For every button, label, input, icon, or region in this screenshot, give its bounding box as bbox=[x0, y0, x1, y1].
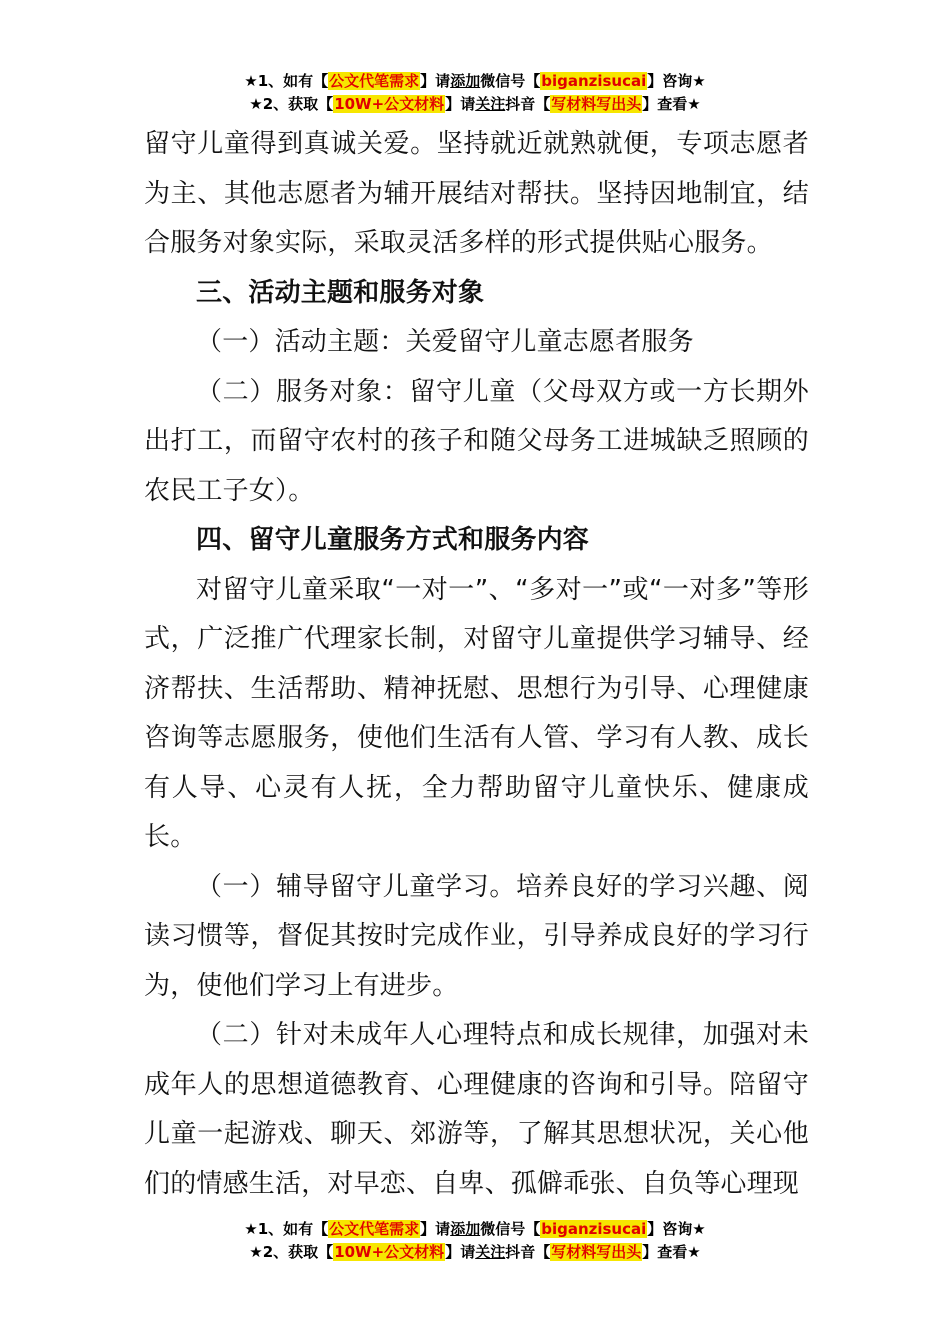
highlight-wechat-id: biganzisucai bbox=[541, 72, 647, 90]
banner-text: 】请 bbox=[420, 1220, 451, 1238]
highlight-service: 公文代笔需求 bbox=[329, 1220, 420, 1238]
highlight-douyin: 写材料写出头 bbox=[551, 1243, 642, 1261]
banner-line-2 bbox=[0, 93, 950, 116]
highlight-wechat-id: biganzisucai bbox=[541, 1220, 647, 1238]
highlight-materials: 10W+公文材料 bbox=[334, 1243, 445, 1261]
banner-line-1 bbox=[0, 70, 950, 93]
banner-text: 】请 bbox=[445, 1243, 476, 1261]
section-heading-4: 四、留守儿童服务方式和服务内容 bbox=[196, 525, 590, 555]
banner-text: 微信号【 bbox=[480, 72, 541, 90]
banner-text: 】咨询★ bbox=[647, 1220, 706, 1238]
underlined-text: 关注 bbox=[475, 95, 506, 113]
highlight-service: 公文代笔需求 bbox=[329, 72, 420, 90]
banner-text: ★1、如有【 bbox=[244, 1220, 329, 1238]
banner-text: ★1、如有【 bbox=[244, 72, 329, 90]
underlined-text: 添加 bbox=[450, 1220, 481, 1238]
highlight-douyin: 写材料写出头 bbox=[551, 95, 642, 113]
banner-text: 抖音【 bbox=[505, 1243, 551, 1261]
banner-line-1 bbox=[0, 1218, 950, 1241]
section-heading-3: 三、活动主题和服务对象 bbox=[196, 277, 485, 308]
underlined-text: 添加 bbox=[450, 72, 481, 90]
banner-text: ★2、获取【 bbox=[249, 95, 334, 113]
document-body bbox=[144, 120, 809, 1209]
banner-text: 】请 bbox=[420, 72, 451, 90]
paragraph-activity-theme: （一）活动主题：关爱留守儿童志愿者服务 bbox=[196, 327, 694, 357]
paragraph-study-tutoring: （一）辅导留守儿童学习。培养良好的学习兴趣、阅读习惯等，督促其按时完成作业，引导养成良好的学习行为，使他们学习上有进步。 bbox=[144, 871, 809, 1001]
header-banner bbox=[0, 70, 950, 116]
banner-text: 】请 bbox=[445, 95, 476, 113]
banner-text: 微信号【 bbox=[480, 1220, 541, 1238]
banner-text: 】查看★ bbox=[642, 1243, 701, 1261]
paragraph-psychology: （二）针对未成年人心理特点和成长规律，加强对未成年人的思想道德教育、心理健康的咨询和引导。陪留守儿童一起游戏、聊天、郊游等，了解其思想状况，关心他们的情感生活，对早恋、自卑、孤僻乖张、自负等心理现 bbox=[144, 1020, 809, 1199]
banner-line-2 bbox=[0, 1241, 950, 1264]
paragraph-continuation: 留守儿童得到真诚关爱。坚持就近就熟就便，专项志愿者为主、其他志愿者为辅开展结对帮扶。坚持因地制宜，结合服务对象实际，采取灵活多样的形式提供贴心服务。 bbox=[144, 129, 809, 258]
paragraph-service-targets: （二）服务对象：留守儿童（父母双方或一方长期外出打工，而留守农村的孩子和随父母务工进城缺乏照顾的农民工子女）。 bbox=[144, 376, 809, 506]
highlight-materials: 10W+公文材料 bbox=[334, 95, 445, 113]
banner-text: 】查看★ bbox=[642, 95, 701, 113]
banner-text: 抖音【 bbox=[505, 95, 551, 113]
footer-banner bbox=[0, 1218, 950, 1264]
underlined-text: 关注 bbox=[475, 1243, 506, 1261]
paragraph-service-methods: 对留守儿童采取“一对一”、“多对一”或“一对多”等形式，广泛推广代理家长制，对留守儿童提供学习辅导、经济帮扶、生活帮助、精神抚慰、思想行为引导、心理健康咨询等志愿服务，使他们生活有人管、学习有人教、成长有人导、心灵有人抚，全力帮助留守儿童快乐、健康成长。 bbox=[144, 574, 809, 852]
banner-text: 】咨询★ bbox=[647, 72, 706, 90]
banner-text: ★2、获取【 bbox=[249, 1243, 334, 1261]
